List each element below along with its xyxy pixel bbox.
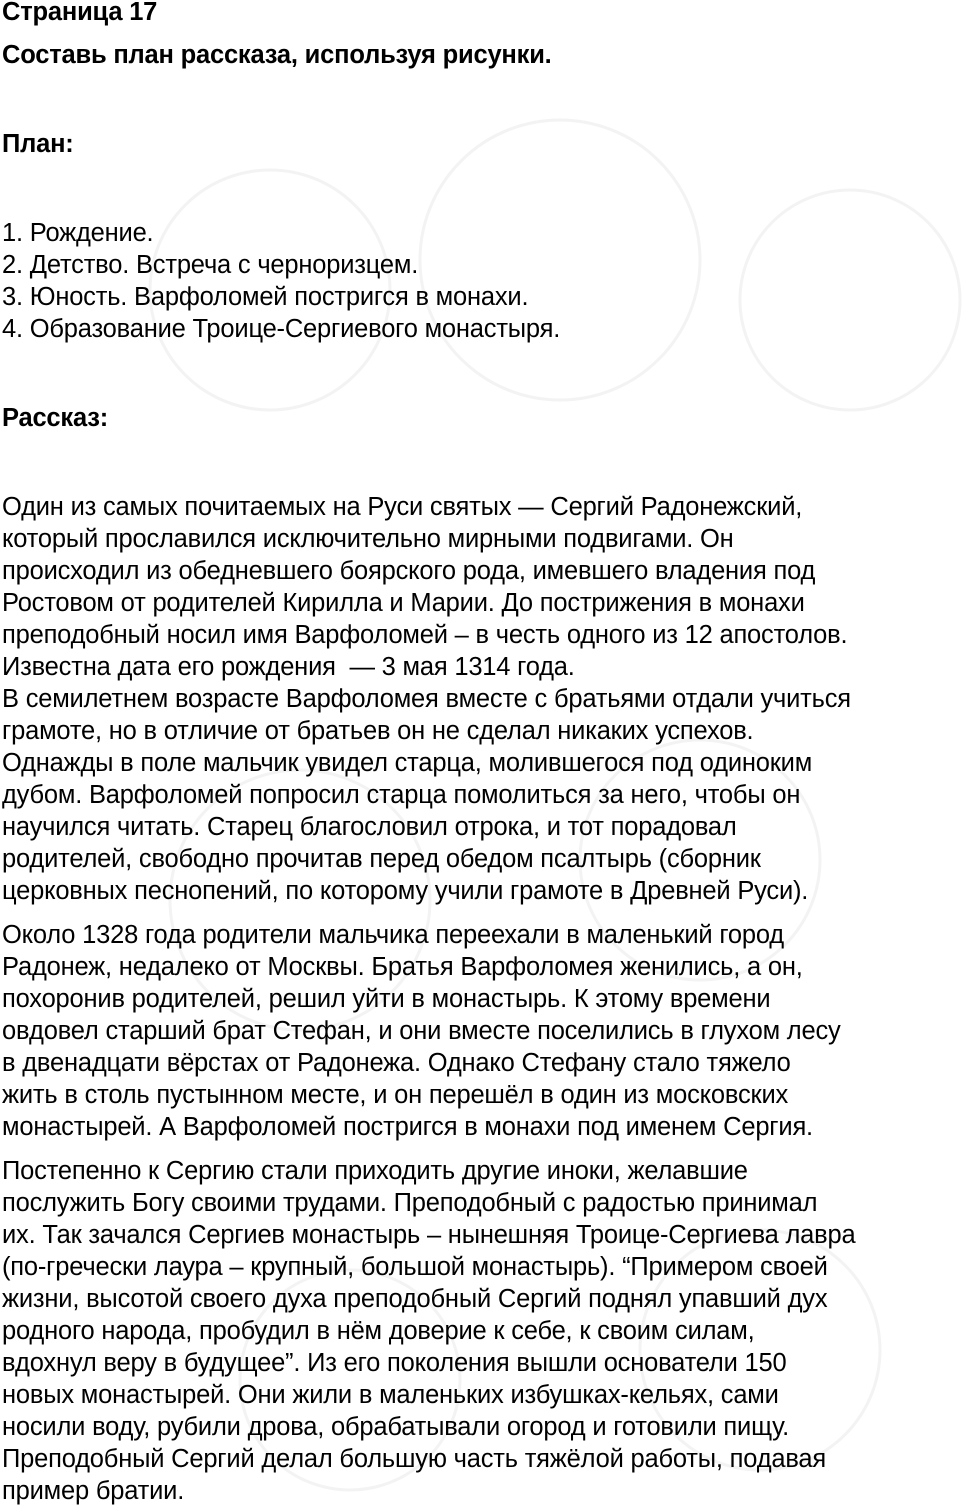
story-line: новых монастырей. Они жили в маленьких избушках-кельях, сами: [2, 1381, 779, 1409]
plan-item: 1. Рождение.: [2, 219, 154, 247]
story-line: научился читать. Старец благословил отрока, и тот порадовал: [2, 813, 737, 841]
story-line: похоронив родителей, решил уйти в монастырь. К этому времени: [2, 985, 771, 1013]
story-line: Ростовом от родителей Кирилла и Марии. До пострижения в монахи: [2, 589, 805, 617]
story-line: (по-гречески лаура – крупный, большой монастырь). “Примером своей: [2, 1253, 828, 1281]
story-line: церковных песнопений, по которому учили грамоте в Древней Руси).: [2, 877, 809, 905]
story-line: происходил из обедневшего боярского рода, имевшего владения под: [2, 557, 816, 585]
page-title: Страница 17: [2, 0, 158, 26]
story-line: Около 1328 года родители мальчика переехали в маленький город: [2, 921, 784, 949]
task-heading: Составь план рассказа, используя рисунки.: [2, 41, 552, 69]
story-line: жить в столь пустынном месте, и он перешёл в один из московских: [2, 1081, 789, 1109]
story-line: послужить Богу своими трудами. Преподобный с радостью принимал: [2, 1189, 818, 1217]
story-line: Преподобный Сергий делал большую часть тяжёлой работы, подавая: [2, 1445, 827, 1473]
plan-item: 2. Детство. Встреча с черноризцем.: [2, 251, 419, 279]
story-line: овдовел старший брат Стефан, и они вместе поселились в глухом лесу: [2, 1017, 841, 1045]
story-line: В семилетнем возрасте Варфоломея вместе с братьями отдали учиться: [2, 685, 851, 713]
story-line: в двенадцати вёрстах от Радонежа. Однако Стефану стало тяжело: [2, 1049, 791, 1077]
story-line: монастырей. А Варфоломей постригся в монахи под именем Сергия.: [2, 1113, 813, 1141]
plan-item: 3. Юность. Варфоломей постригся в монахи.: [2, 283, 529, 311]
story-line: вдохнул веру в будущее”. Из его поколения вышли основатели 150: [2, 1349, 787, 1377]
story-line: родителей, свободно прочитав перед обедом псалтырь (сборник: [2, 845, 761, 873]
story-line: Известна дата его рождения — 3 мая 1314 года.: [2, 653, 575, 681]
story-line: их. Так зачался Сергиев монастырь – нынешняя Троице-Сергиева лавра: [2, 1221, 856, 1249]
plan-heading: План:: [2, 130, 74, 158]
story-line: который прославился исключительно мирными подвигами. Он: [2, 525, 734, 553]
story-heading: Рассказ:: [2, 404, 109, 432]
story-line: дубом. Варфоломей попросил старца помолиться за него, чтобы он: [2, 781, 801, 809]
story-line: пример братии.: [2, 1477, 185, 1505]
story-line: Постепенно к Сергию стали приходить другие иноки, желавшие: [2, 1157, 748, 1185]
story-line: преподобный носил имя Варфоломей – в честь одного из 12 апостолов.: [2, 621, 848, 649]
story-line: носили воду, рубили дрова, обрабатывали огород и готовили пищу.: [2, 1413, 790, 1441]
plan-item: 4. Образование Троице-Сергиевого монастыря.: [2, 315, 561, 343]
story-line: Один из самых почитаемых на Руси святых — Сергий Радонежский,: [2, 493, 803, 521]
story-line: родного народа, пробудил в нём доверие к себе, к своим силам,: [2, 1317, 755, 1345]
story-line: жизни, высотой своего духа преподобный Сергий поднял упавший дух: [2, 1285, 828, 1313]
story-line: Однажды в поле мальчик увидел старца, молившегося под одиноким: [2, 749, 813, 777]
story-line: Радонеж, недалеко от Москвы. Братья Варфоломея женились, а он,: [2, 953, 803, 981]
story-line: грамоте, но в отличие от братьев он не сделал никаких успехов.: [2, 717, 754, 745]
